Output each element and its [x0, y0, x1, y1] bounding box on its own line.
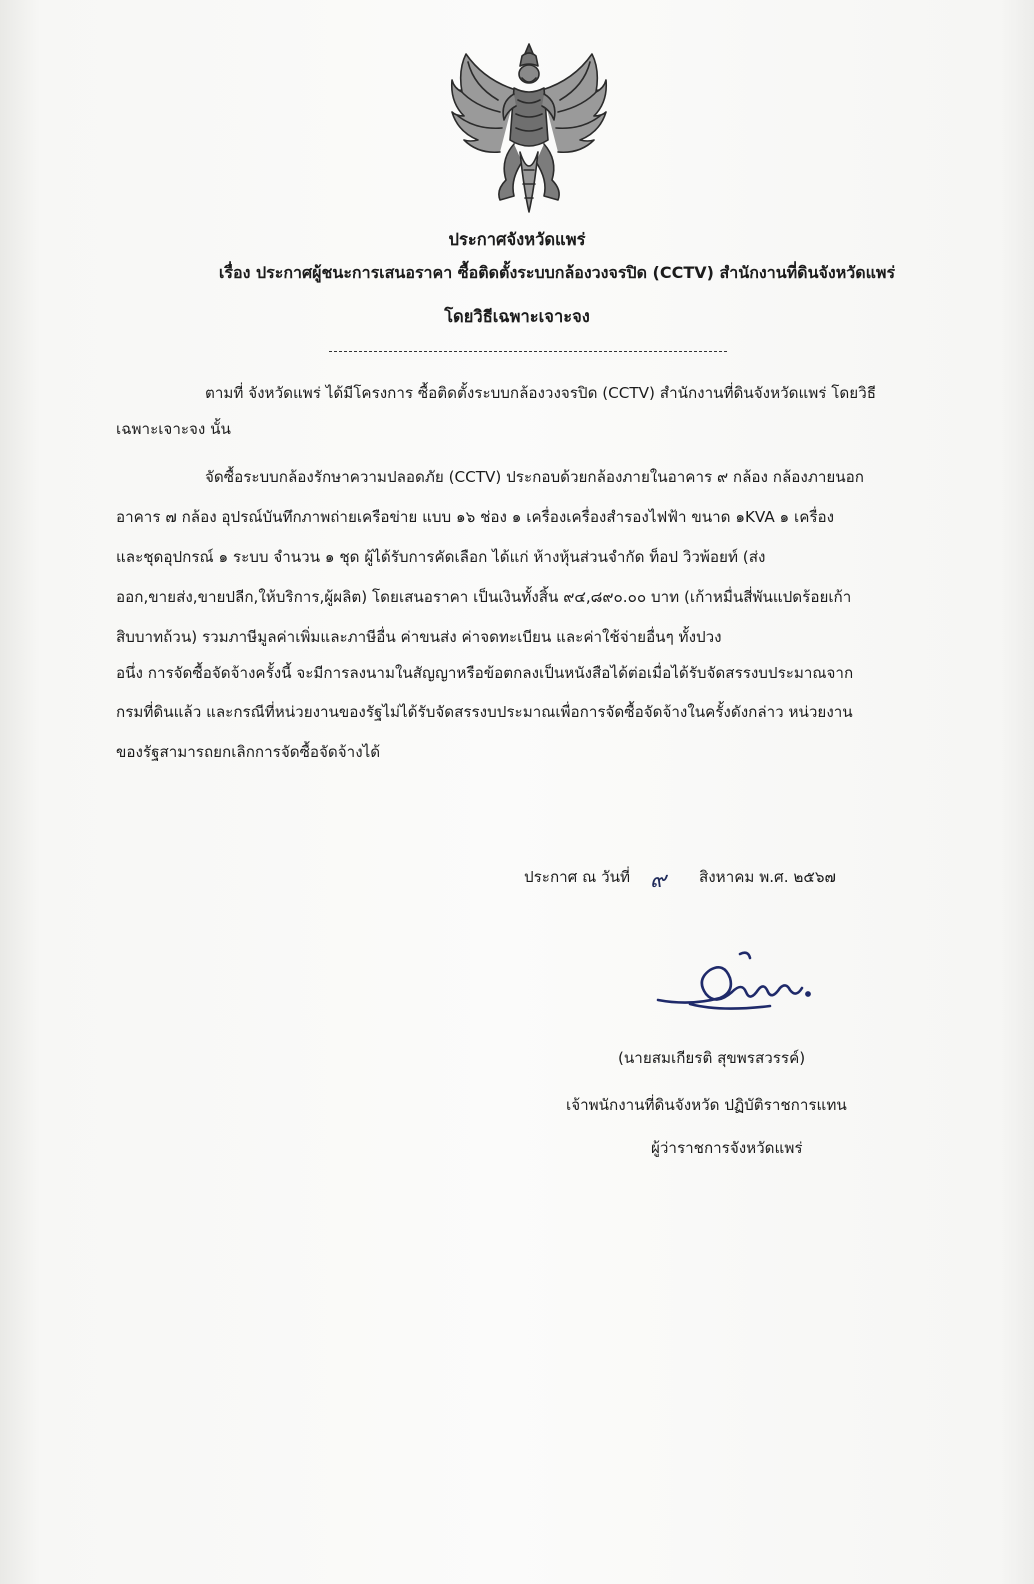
signer-on-behalf: ผู้ว่าราชการจังหวัดแพร่ — [651, 1139, 803, 1157]
body-line: ออก,ขายส่ง,ขายปลีก,ให้บริการ,ผู้ผลิต) โดยเสนอราคา เป็นเงินทั้งสิ้น ๙๔,๘๙๐.๐๐ บาท (เก้าหมื่นสี่พันแปดร้อยเก้า — [116, 588, 852, 606]
body-line: อาคาร ๗ กล้อง อุปรณ์บันทึกภาพถ่ายเครือข่าย แบบ ๑๖ ช่อง ๑ เครื่องเครื่องสำรองไฟฟ้า ขนาด ๑KVA ๑ เครื่อง — [116, 508, 835, 526]
body-line: ของรัฐสามารถยกเลิกการจัดซื้อจัดจ้างได้ — [116, 743, 381, 761]
body-line: สิบบาทถ้วน) รวมภาษีมูลค่าเพิ่มและภาษีอื่น ค่าขนส่ง ค่าจดทะเบียน และค่าใช้จ่ายอื่นๆ ทั้งปวง — [116, 628, 722, 646]
procurement-method: โดยวิธีเฉพาะเจาะจง — [444, 307, 590, 326]
body-line: เฉพาะเจาะจง นั้น — [116, 420, 231, 438]
body-line: อนึ่ง การจัดซื้อจัดจ้างครั้งนี้ จะมีการลงนามในสัญญาหรือข้อตกลงเป็นหนังสือได้ต่อเมื่อได้รับจัดสรรงบประมาณจาก — [116, 664, 854, 682]
signer-position: เจ้าพนักงานที่ดินจังหวัด ปฏิบัติราชการแทน — [566, 1096, 847, 1114]
body-line: และชุดอุปกรณ์ ๑ ระบบ จำนวน ๑ ชุด ผู้ได้รับการคัดเลือก ได้แก่ ห้างหุ้นส่วนจำกัด ท็อป วิวพ้อยท์ (ส่ง — [116, 548, 766, 566]
document-title: ประกาศจังหวัดแพร่ — [448, 230, 586, 249]
garuda-emblem-icon — [444, 40, 614, 218]
signer-name: (นายสมเกียรติ สุขพรสวรรค์) — [618, 1049, 806, 1067]
dashed-divider — [329, 351, 727, 352]
date-day-handwritten: ๙ — [650, 868, 667, 893]
date-prefix: ประกาศ ณ วันที่ — [524, 868, 630, 886]
body-line: จัดซื้อระบบกล้องรักษาความปลอดภัย (CCTV) ประกอบด้วยกล้องภายในอาคาร ๙ กล้อง กล้องภายนอก — [205, 468, 864, 486]
signature-icon — [650, 948, 820, 1018]
body-line: ตามที่ จังหวัดแพร่ ได้มีโครงการ ซื้อติดตั้งระบบกล้องวงจรปิด (CCTV) สำนักงานที่ดินจังหวัดแพร่ โดยวิธี — [205, 384, 876, 402]
date-suffix: สิงหาคม พ.ศ. ๒๕๖๗ — [699, 868, 836, 886]
body-line: กรมที่ดินแล้ว และกรณีที่หน่วยงานของรัฐไม่ได้รับจัดสรรงบประมาณเพื่อการจัดซื้อจัดจ้างในครั้งดังกล่าว หน่วยงาน — [116, 703, 853, 721]
document-subject: เรื่อง ประกาศผู้ชนะการเสนอราคา ซื้อติดตั้งระบบกล้องวงจรปิด (CCTV) สำนักงานที่ดินจังหวัดแพร่ — [218, 263, 896, 282]
